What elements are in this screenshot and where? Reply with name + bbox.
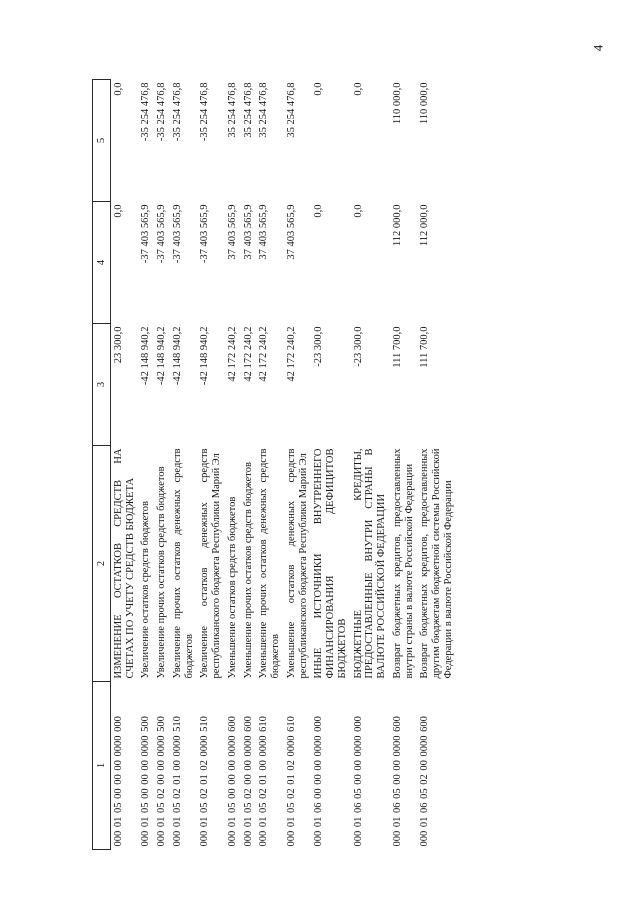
row-value-5: -35 254 476,8 [199, 82, 211, 142]
row-code: 000 01 05 00 00 00 0000 600 [226, 716, 238, 847]
row-code: 000 01 06 00 00 00 0000 000 [313, 716, 325, 847]
header-col-2: 2 [93, 446, 111, 682]
row-value-4: 0,0 [313, 204, 325, 218]
row-value-3: 42 172 240,2 [242, 326, 254, 382]
row-name: Уменьшение прочих остатков средств бюджетов [242, 462, 254, 679]
row-value-3: -42 148 940,2 [156, 326, 167, 386]
row-value-5: 35 254 476,8 [285, 82, 297, 138]
row-code: 000 01 05 02 00 00 0000 600 [242, 716, 254, 847]
row-value-3: 111 700,0 [391, 326, 403, 368]
header-col-3: 3 [93, 324, 111, 446]
row-value-5: 35 254 476,8 [258, 82, 270, 138]
row-value-5: 35 254 476,8 [226, 82, 238, 138]
row-name: Возврат бюджетных кредитов, предоставленных внутри страны в валюте Российской Федерации [391, 448, 415, 679]
row-code: 000 01 06 05 00 00 0000 000 [352, 716, 364, 847]
table-row [390, 80, 418, 850]
table-row [417, 80, 456, 850]
header-col-5: 5 [93, 80, 111, 202]
header-col-1: 1 [93, 682, 111, 850]
row-value-4: -37 403 565,9 [140, 204, 152, 264]
row-value-4: 37 403 565,9 [285, 204, 297, 260]
row-code: 000 01 06 05 00 00 0000 600 [391, 716, 403, 847]
rotated-table-container [92, 80, 457, 850]
table-row [170, 80, 198, 850]
row-value-3: 23 300,0 [112, 326, 124, 364]
row-name: Уменьшение остатков средств бюджетов [226, 496, 238, 679]
table-row [311, 80, 350, 850]
row-name: ИНЫЕ ИСТОЧНИКИ ВНУТРЕННЕГО ФИНАНСИРОВАНИЯ ДЕФИЦИТОВ БЮДЖЕТОВ [313, 448, 348, 679]
header-col-4: 4 [93, 202, 111, 324]
table-row [138, 80, 154, 850]
row-value-4: -37 403 565,9 [199, 204, 211, 264]
table-row [197, 80, 225, 850]
table-row [154, 80, 170, 850]
row-value-4: 37 403 565,9 [242, 204, 254, 260]
row-value-3: -42 148 940,2 [199, 326, 211, 386]
row-value-5: 0,0 [313, 82, 325, 96]
row-value-5: 35 254 476,8 [242, 82, 254, 138]
budget-sources-table [92, 79, 457, 850]
row-code: 000 01 05 02 01 00 0000 610 [258, 716, 270, 847]
row-name: БЮДЖЕТНЫЕ КРЕДИТЫ, ПРЕДОСТАВЛЕННЫЕ ВНУТРИ СТРАНЫ В ВАЛЮТЕ РОССИЙСКОЙ ФЕДЕРАЦИИ [352, 448, 387, 679]
row-value-5: 110 000,0 [391, 82, 403, 125]
row-code: 000 01 06 05 02 00 0000 600 [419, 716, 431, 847]
row-value-5: 0,0 [352, 82, 364, 96]
row-value-5: 0,0 [112, 82, 124, 96]
row-value-4: 112 000,0 [391, 204, 403, 247]
row-value-5: -35 254 476,8 [156, 82, 167, 142]
table-header-row [93, 80, 111, 850]
row-name: Увеличение остатков денежных средств республиканского бюджета Республики Марий Эл [199, 448, 222, 679]
row-name: Уменьшение остатков денежных средств республиканского бюджета Республики Марий Эл [285, 448, 309, 679]
row-code: 000 01 05 02 01 02 0000 610 [285, 716, 297, 847]
row-code: 000 01 05 02 01 00 0000 510 [171, 716, 183, 847]
row-value-3: -23 300,0 [313, 326, 325, 367]
table-row [110, 80, 138, 850]
row-name: Возврат бюджетных кредитов, предоставленных другим бюджетам бюджетной системы Российской Федерации в валюте Российской Федерации [419, 448, 454, 679]
table-row [284, 80, 312, 850]
row-value-3: 42 172 240,2 [258, 326, 270, 382]
table-row [225, 80, 241, 850]
page-number: 4 [590, 44, 606, 52]
row-value-4: 112 000,0 [419, 204, 431, 247]
table-row [241, 80, 257, 850]
row-value-3: 42 172 240,2 [226, 326, 238, 382]
row-value-3: -42 148 940,2 [171, 326, 183, 386]
row-code: 000 01 05 02 00 00 0000 500 [156, 716, 167, 847]
row-code: 000 01 05 02 01 02 0000 510 [199, 716, 211, 847]
table-row [256, 80, 284, 850]
row-value-4: 0,0 [112, 204, 124, 218]
row-value-4: -37 403 565,9 [156, 204, 167, 264]
row-name: Увеличение остатков средств бюджетов [140, 501, 152, 679]
row-value-5: 110 000,0 [419, 82, 431, 125]
row-name: Увеличение прочих остатков средств бюджетов [156, 466, 167, 679]
row-code: 000 01 05 00 00 00 0000 000 [112, 716, 124, 847]
row-value-4: 37 403 565,9 [226, 204, 238, 260]
row-name: Уменьшение прочих остатков денежных средств бюджетов [258, 448, 281, 679]
table-row [351, 80, 390, 850]
row-value-5: -35 254 476,8 [140, 82, 152, 142]
row-code: 000 01 05 00 00 00 0000 500 [140, 716, 152, 847]
row-value-4: -37 403 565,9 [171, 204, 183, 264]
row-value-3: 42 172 240,2 [285, 326, 297, 382]
row-name: ИЗМЕНЕНИЕ ОСТАТКОВ СРЕДСТВ НА СЧЕТАХ ПО УЧЕТУ СРЕДСТВ БЮДЖЕТА [112, 448, 136, 679]
row-value-4: 37 403 565,9 [258, 204, 270, 260]
row-value-3: 111 700,0 [419, 326, 431, 368]
row-value-3: -42 148 940,2 [140, 326, 152, 386]
row-value-4: 0,0 [352, 204, 364, 218]
row-name: Увеличение прочих остатков денежных средств бюджетов [171, 448, 195, 679]
row-value-3: -23 300,0 [352, 326, 364, 367]
row-value-5: -35 254 476,8 [171, 82, 183, 142]
